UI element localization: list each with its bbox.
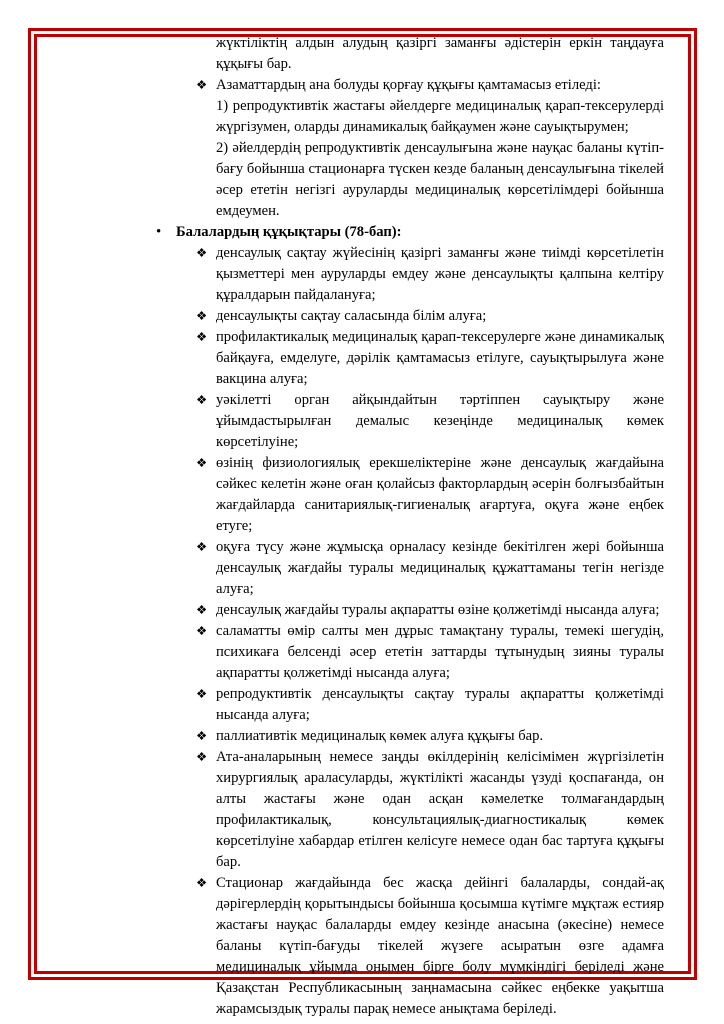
list-item (196, 453, 664, 537)
list-item-label: паллиативтік медициналық көмек алуға құқығы бар. (216, 728, 544, 744)
document-body (156, 33, 664, 1020)
diamond-bullet-icon: ❖ (196, 729, 208, 743)
list-item-label: оқуға түсу және жұмысқа орналасу кезінде бекітілген жері бойынша денсаулық жағдайы туралы медициналық құжаттаманы тегін негізде алуға; (216, 539, 664, 597)
numbered-item-1: 1) репродуктивтік жастағы әйелдерге медициналық қарап-тексерулерді жүргізумен, оларды динамикалық байқаумен және сауықтырумен; (216, 98, 664, 135)
diamond-bullet-icon: ❖ (196, 246, 208, 260)
list-item-label: Стационар жағдайында бес жасқа дейінгі балаларды, сондай-ақ дәрігерлердің қорытындысы бойынша қосымша күтімге мұқтаж естияр жастағы науқас балаларды емдеу кезінде анасына (әкесіне) немесе баланы күтіп-бағуды тікелей жүзеге асыратын өзге адамға медициналық ұйымда онымен бірге болу мүмкіндігі беріледі және Қазақстан Республикасының заңнамасына сәйкес еңбекке уақытша жарамсыздық туралы парақ немесе анықтама беріледі. (216, 875, 664, 1017)
list-item-label: өзінің физиологиялық ерекшеліктеріне және денсаулық жағдайына сәйкес келетін және оған қолайсыз факторлардың әсерін болғызбайтын жағдайларда санитариялық-гигиеналық ағартуға, оқуға және еңбек етуге; (216, 455, 664, 534)
list-item (196, 621, 664, 684)
diamond-bullet-icon: ❖ (196, 456, 208, 470)
list-item-label: Ата-аналарының немесе заңды өкілдерінің келісімімен жүргізілетін хирургиялық араласуларды, жүктілікті жасанды үзуді қоспағанда, он алты жастағы және одан асқан кәмелетке толмағандардың профилактикалық, консультациялық-диагностикалық көмек көрсетілуіне хабардар етілген келісуге немесе одан бас тартуға құқығы бар. (216, 749, 664, 870)
list-item (196, 726, 664, 747)
list-item (196, 75, 664, 96)
section-heading-childrens-rights (156, 222, 664, 243)
list-item-label: денсаулық сақтау жүйесінің қазіргі заманғы және тиімді көрсетілетін қызметтері мен ауруларды емдеу және денсаулықты қалпына келтіру құралдарын пайдалануға; (216, 245, 664, 303)
list-item (196, 873, 664, 1020)
diamond-bullet-icon: ❖ (196, 309, 208, 323)
list-item-label: уәкілетті орган айқындайтын тәртіппен сауықтыру және ұйымдастырылған демалыс кезеңінде медициналық көмек көрсетілуіне; (216, 392, 664, 450)
list-item-label: профилактикалық медициналық қарап-тексерулерге және динамикалық байқауға, емделуге, дәрілік қамтамасыз етілуге, сауықтырылуға және вакцина алуға; (216, 329, 664, 387)
diamond-bullet-icon: ❖ (196, 750, 208, 764)
list-item-label: Азаматтардың ана болуды қорғау құқығы қамтамасыз етіледі: (216, 77, 601, 93)
list-item (196, 747, 664, 873)
list-item (196, 390, 664, 453)
diamond-bullet-icon: ❖ (196, 330, 208, 344)
diamond-bullet-icon: ❖ (196, 624, 208, 638)
numbered-item-2: 2) әйелдердің репродуктивтік денсаулығына және науқас баланы күтіп-бағу бойынша стационарға түскен кезде баланың денсаулығына тікелей әсер ететін негізгі ауруларды медициналық көрсетілімдері бойынша емдеумен. (216, 140, 664, 219)
diamond-bullet-icon: ❖ (196, 876, 208, 890)
diamond-bullet-icon: ❖ (196, 393, 208, 407)
list-item-label: саламатты өмір салты мен дұрыс тамақтану туралы, темекі шегудің, психикаға белсенді әсер ететін заттарды тұтынудың зияны туралы ақпаратты қолжетімді нысанда алуға; (216, 623, 664, 681)
list-item-label: денсаулық жағдайы туралы ақпаратты өзіне қолжетімді нысанда алуға; (216, 602, 660, 618)
list-item (196, 684, 664, 726)
list-item-label: денсаулықты сақтау саласында білім алуға; (216, 308, 487, 324)
list-item (196, 243, 664, 306)
diamond-bullet-icon: ❖ (196, 603, 208, 617)
list-item (196, 327, 664, 390)
section-heading-label: Балалардың құқықтары (78-бап): (176, 224, 402, 240)
round-bullet-icon: • (156, 224, 162, 240)
diamond-bullet-icon: ❖ (196, 687, 208, 701)
paragraph-continuation: жүктіліктің алдын алудың қазіргі заманғы әдістерін еркін таңдауға құқығы бар. (216, 35, 664, 72)
list-item (196, 306, 664, 327)
list-item (196, 600, 664, 621)
diamond-bullet-icon: ❖ (196, 540, 208, 554)
list-item (196, 537, 664, 600)
diamond-bullet-icon: ❖ (196, 78, 208, 92)
list-item-label: репродуктивтік денсаулықты сақтау туралы ақпаратты қолжетімді нысанда алуға; (216, 686, 664, 723)
